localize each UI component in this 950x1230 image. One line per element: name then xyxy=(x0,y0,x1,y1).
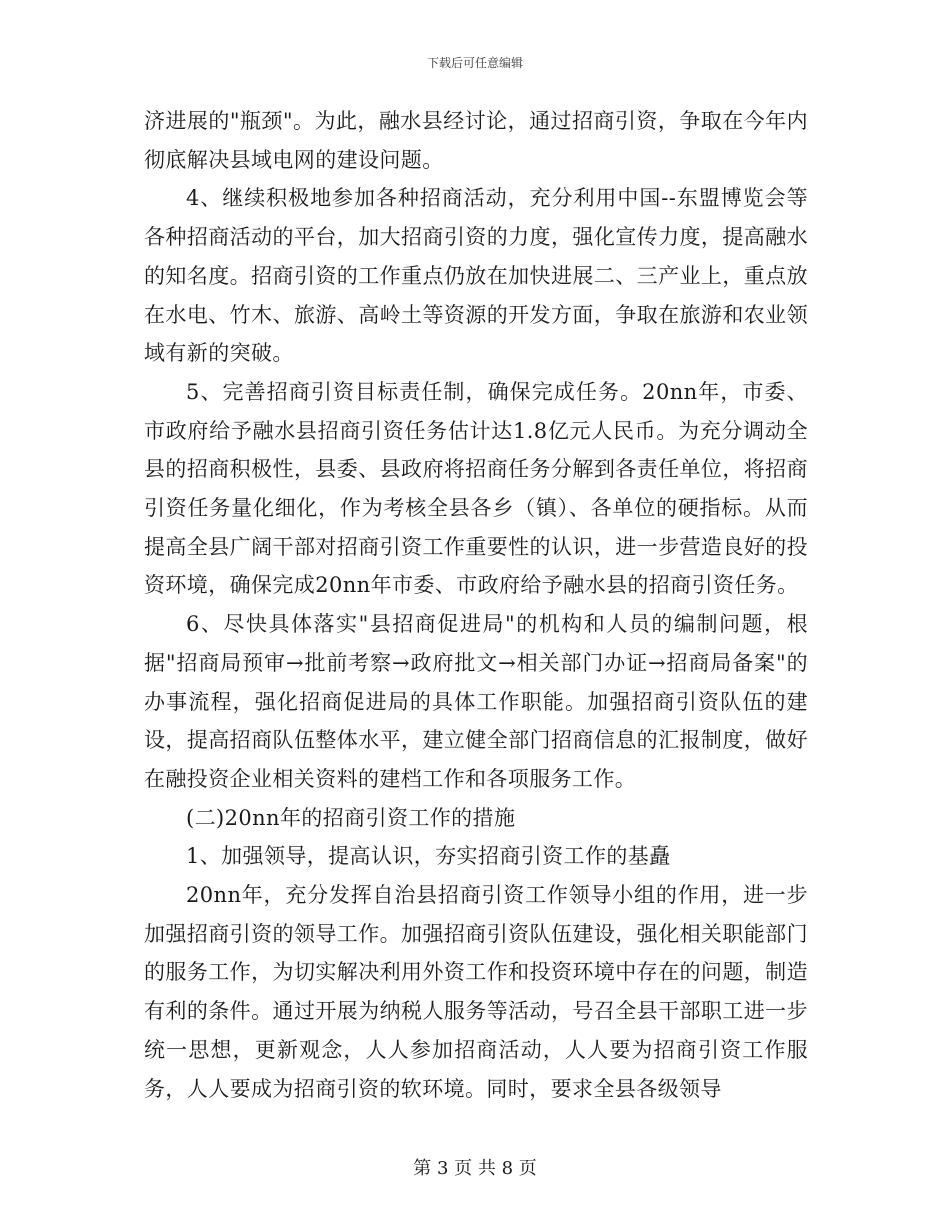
subheading-item-1: 1、加强领导，提高认识，夯实招商引资工作的基矗 xyxy=(186,844,671,869)
paragraph-continuation: 济进展的"瓶颈"。为此，融水县经讨论，通过招商引资，争取在今年内彻底解决县域电网的建设问题。 xyxy=(144,109,808,172)
page-number: 第 3 页 共 8 页 xyxy=(413,1158,537,1179)
paragraph-leadership: 20nn年，充分发挥自治县招商引资工作领导小组的作用，进一步加强招商引资的领导工作。加强招商引资队伍建设，强化相关职能部门的服务工作，为切实解决利用外资工作和投资环境中存在的问题，制造有利的条件。通过开展为纳税人服务等活动，号召全县干部职工进一步统一思想，更新观念，人人参加招商活动，人人要为招商引资工作服务，人人要成为招商引资的软环境。同时，要求全县各级领导 xyxy=(144,883,808,1101)
paragraph-item-5: 5、完善招商引资目标责任制，确保完成任务。20nn年，市委、市政府给予融水县招商引资任务估计达1.8亿元人民币。为充分调动全县的招商积极性，县委、县政府将招商任务分解到各责任单位，将招商引资任务量化细化，作为考核全县各乡（镇）、各单位的硬指标。从而提高全县广阔干部对招商引资工作重要性的认识，进一步营造良好的投资环境，确保完成20nn年市委、市政府给予融水县的招商引资任务。 xyxy=(144,379,808,598)
document-body xyxy=(144,102,808,1108)
section-heading-measures: (二)20nn年的招商引资工作的措施 xyxy=(186,805,516,830)
paragraph-item-4: 4、继续积极地参加各种招商活动，充分利用中国--东盟博览会等各种招商活动的平台，加大招商引资的力度，强化宣传力度，提高融水的知名度。招商引资的工作重点仍放在加快进展二、三产业上，重点放在水电、竹木、旅游、高岭土等资源的开发方面，争取在旅游和农业领域有新的突破。 xyxy=(144,186,808,366)
paragraph-item-6: 6、尽快具体落实"县招商促进局"的机构和人员的编制问题，根据"招商局预审→批前考察→政府批文→相关部门办证→招商局备案"的办事流程，强化招商促进局的具体工作职能。加强招商引资队伍的建设，提高招商队伍整体水平，建立健全部门招商信息的汇报制度，做好在融投资企业相关资料的建档工作和各项服务工作。 xyxy=(144,612,808,791)
header-note: 下载后可任意编辑 xyxy=(426,56,523,70)
